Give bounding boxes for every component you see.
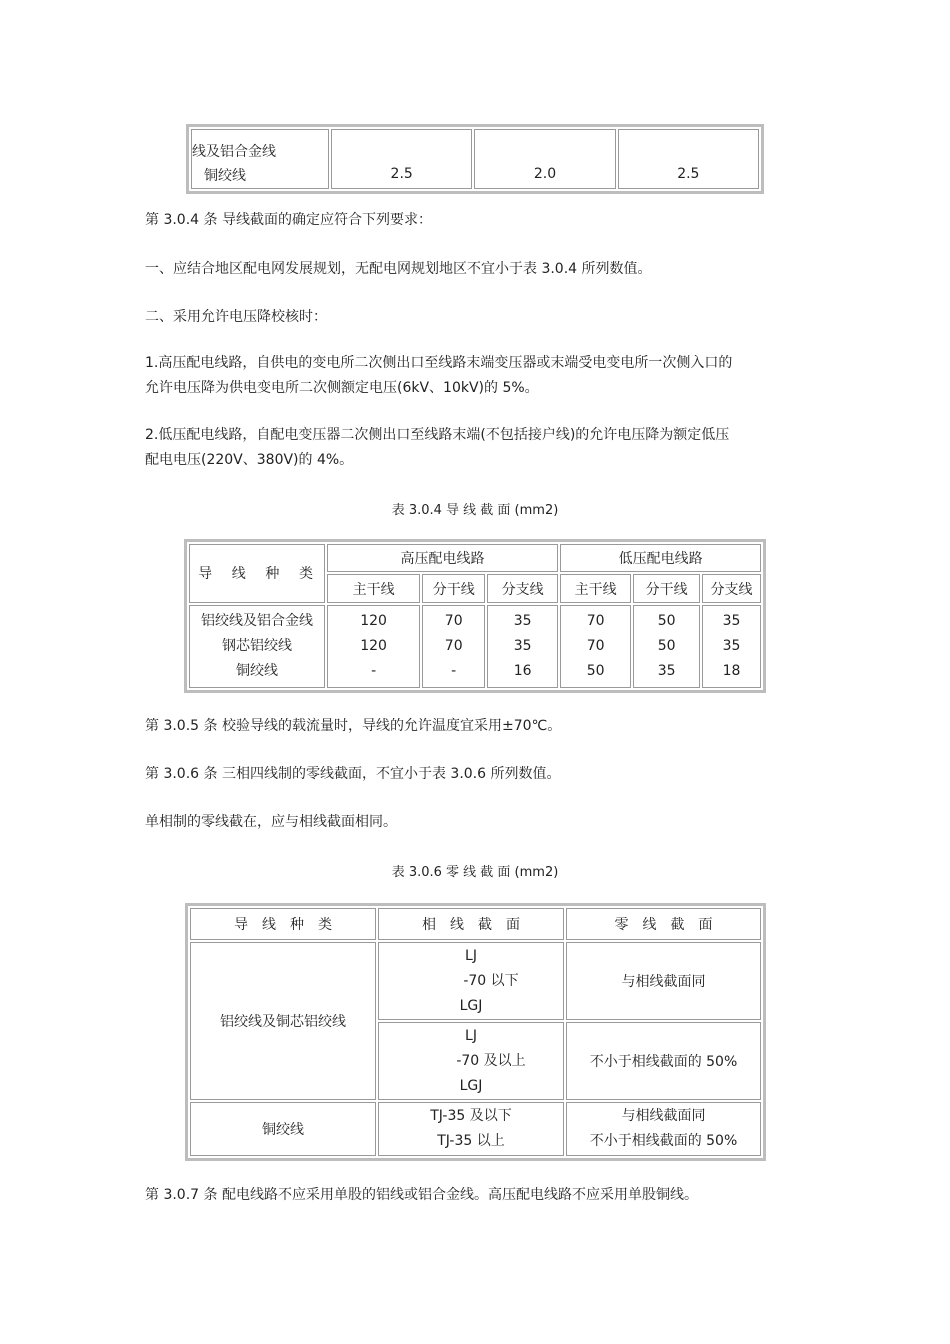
value: 18 (722, 662, 741, 679)
row-name: 钢芯铝绞线 (221, 637, 292, 654)
clause-3-0-6: 第 3.0.6 条 三相四线制的零线截面，不宜小于表 3.0.6 所列数值。 (145, 766, 561, 782)
clause-3-0-5: 第 3.0.5 条 校验导线的载流量时，导线的允许温度宜采用±70℃。 (145, 718, 562, 734)
group-copper-name: 铜绞线 (190, 1102, 376, 1156)
paragraph-single-phase: 单相制的零线截在，应与相线截面相同。 (145, 814, 397, 830)
table-306-caption: 表 3.0.6 零 线 截 面 (mm2) (391, 865, 559, 880)
paragraph-item-1: 一、应结合地区配电网发展规划，无配电网规划地区不宜小于表 3.0.4 所列数值。 (145, 261, 652, 277)
sub-header: 分支线 (702, 574, 761, 602)
header-conductor-type: 导 线 种 类 (190, 908, 376, 940)
value: 50 (657, 612, 676, 629)
paragraph-high-voltage-line2: 允许电压降为供电变电所二次侧额定电压(6kV、10kV)的 5%。 (145, 380, 539, 396)
paragraph-low-voltage-line2: 配电电压(220V、380V)的 4%。 (145, 452, 354, 468)
value: 35 (657, 662, 676, 679)
neutral-cell: 不小于相线截面的 50% (566, 1022, 761, 1100)
value-cell: 2.0 (474, 129, 615, 189)
phase-line: TJ-35 以上 (437, 1133, 505, 1149)
neutral-line: 不小于相线截面的 50% (589, 1133, 738, 1149)
value: 16 (513, 662, 532, 679)
table-306 (185, 903, 766, 1161)
row-name: 铜绞线 (235, 662, 278, 679)
conductor-name-line: 铜绞线 (204, 168, 246, 184)
clause-3-0-4: 第 3.0.4 条 导线截面的确定应符合下列要求： (145, 212, 432, 228)
value: - (371, 662, 377, 679)
value: 70 (444, 612, 463, 629)
table-304-caption: 表 3.0.4 导 线 截 面 (mm2) (391, 503, 559, 518)
phase-cell (378, 1022, 564, 1100)
sub-header: 主干线 (327, 574, 420, 602)
phase-line: -70 及以上 (456, 1052, 526, 1069)
value: 35 (722, 637, 741, 654)
row-name: 铝绞线及铝合金线 (200, 612, 313, 629)
paragraph-low-voltage-line1: 2.低压配电线路，自配电变压器二次侧出口至线路末端(不包括接户线)的允许电压降为额定低压 (145, 427, 730, 443)
value: 35 (722, 612, 741, 629)
header-phase-section: 相 线 截 面 (378, 908, 564, 940)
low-voltage-header: 低压配电线路 (560, 544, 761, 572)
neutral-cell (566, 1102, 761, 1156)
phase-line: LGJ (459, 997, 483, 1014)
value: 35 (513, 637, 532, 654)
header-neutral-section: 零 线 截 面 (566, 908, 761, 940)
neutral-cell: 与相线截面同 (566, 942, 761, 1020)
phase-line: LJ (465, 947, 477, 964)
value: 120 (360, 637, 387, 654)
type-header: 导 线 种 类 (189, 544, 325, 603)
conductor-name-line: 线及铝合金线 (192, 144, 276, 160)
column-cell (422, 605, 485, 688)
conductor-name-cell (191, 129, 329, 189)
column-cell (702, 605, 761, 688)
phase-cell (378, 942, 564, 1020)
value: 70 (586, 612, 605, 629)
column-cell (633, 605, 700, 688)
value: - (451, 662, 457, 679)
table-304 (184, 539, 766, 693)
value: 70 (586, 637, 605, 654)
sub-header: 分干线 (633, 574, 700, 602)
paragraph-item-2: 二、采用允许电压降校核时： (145, 309, 327, 325)
row-names-cell (189, 605, 325, 688)
phase-line: -70 以下 (463, 972, 519, 989)
phase-line: LJ (465, 1027, 477, 1044)
value: 120 (360, 612, 387, 629)
value: 70 (444, 637, 463, 654)
value: 35 (513, 612, 532, 629)
value: 50 (657, 637, 676, 654)
high-voltage-header: 高压配电线路 (327, 544, 558, 572)
neutral-line: 与相线截面同 (621, 1108, 706, 1124)
sub-header: 主干线 (560, 574, 631, 602)
column-cell (560, 605, 631, 688)
column-cell (487, 605, 558, 688)
value-cell: 2.5 (331, 129, 472, 189)
phase-line: LGJ (459, 1077, 483, 1094)
sub-header: 分干线 (422, 574, 485, 602)
sub-header: 分支线 (487, 574, 558, 602)
column-cell (327, 605, 420, 688)
phase-line: TJ-35 及以下 (430, 1108, 512, 1124)
phase-cell (378, 1102, 564, 1156)
value: 50 (586, 662, 605, 679)
group-aluminum-name: 铝绞线及铜芯铝绞线 (190, 942, 376, 1100)
paragraph-high-voltage-line1: 1.高压配电线路，自供电的变电所二次侧出口至线路末端变压器或末端受电变电所一次侧入口的 (145, 355, 733, 371)
value-cell: 2.5 (618, 129, 759, 189)
conductor-table-continued (186, 124, 764, 194)
clause-3-0-7: 第 3.0.7 条 配电线路不应采用单股的铝线或铝合金线。高压配电线路不应采用单股铜线。 (145, 1187, 698, 1203)
